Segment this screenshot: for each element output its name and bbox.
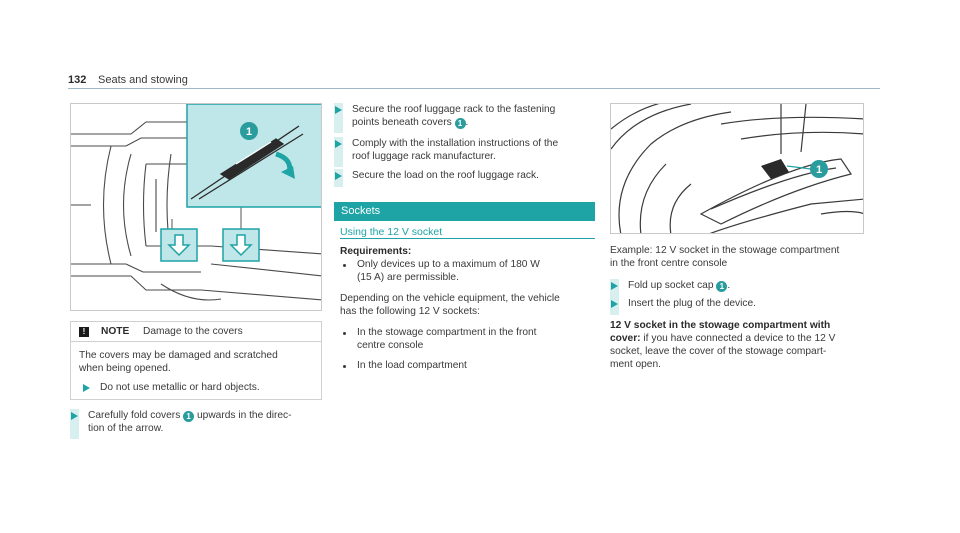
roof-covers-illustration: [70, 103, 322, 311]
note-body-line: when being opened.: [79, 363, 171, 374]
subsection-rule: [340, 238, 595, 239]
middle-step-line: Secure the load on the roof luggage rack.: [352, 170, 539, 181]
page-number: 132: [68, 74, 87, 86]
bullet: [343, 332, 346, 335]
bullet: [343, 264, 346, 267]
socket-drawing: [611, 104, 864, 234]
note-heading: Damage to the covers: [143, 326, 243, 337]
header-rule: [68, 88, 880, 89]
step-arrow-icon: [611, 300, 618, 308]
middle-step-text: points beneath covers: [352, 117, 452, 128]
step-arrow-icon: [335, 140, 342, 148]
stowage-note-lead: cover:: [610, 333, 641, 344]
step-arrow-icon: [335, 172, 342, 180]
right-step-text: .: [727, 280, 731, 291]
right-step-text: Fold up socket cap: [628, 280, 714, 291]
socket-list-line: In the load compartment: [357, 360, 467, 371]
requirement-line: (15 A) are permissible.: [357, 272, 459, 283]
roof-covers-drawing: [71, 104, 322, 311]
socket-list-line: In the stowage compartment in the front: [357, 327, 537, 338]
intro-line: Depending on the vehicle equipment, the vehicle: [340, 293, 560, 304]
stowage-note-text: if you have connected a device to the 12 V: [643, 333, 836, 344]
figure-caption-line: Example: 12 V socket in the stowage compartment: [610, 245, 840, 256]
left-step-text: Carefully fold covers: [88, 410, 181, 421]
callout-1-badge: 1: [455, 118, 466, 129]
stowage-note-line: socket, leave the cover of the stowage compart-: [610, 346, 827, 357]
right-step-line: [628, 280, 730, 293]
stowage-note-line: [610, 333, 835, 346]
section-header: Seats and stowing: [98, 74, 188, 86]
section-title: Sockets: [341, 205, 381, 217]
step-arrow-icon: [335, 106, 342, 114]
left-step-line: tion of the arrow.: [88, 423, 164, 434]
section-heading-bar: [334, 202, 595, 221]
note-title: NOTE: [101, 326, 130, 337]
bullet: [343, 365, 346, 368]
socket-list-line: centre console: [357, 340, 424, 351]
stowage-note-line: ment open.: [610, 359, 661, 370]
left-step-line: [88, 410, 292, 423]
socket-illustration: [610, 103, 864, 234]
step-arrow-icon: [71, 412, 78, 420]
callout-1-badge: 1: [183, 411, 194, 422]
subsection-title: Using the 12 V socket: [340, 226, 443, 238]
warning-icon: !: [79, 327, 89, 337]
callout-1-label: 1: [245, 126, 253, 138]
note-body-line: The covers may be damaged and scratched: [79, 350, 278, 361]
step-arrow-icon: [83, 384, 90, 392]
left-step-text: upwards in the direc-: [196, 410, 292, 421]
middle-step-line: Comply with the installation instructions of the: [352, 138, 559, 149]
socket-cap: [761, 159, 789, 179]
requirement-line: Only devices up to a maximum of 180 W: [357, 259, 540, 270]
middle-step-text: .: [465, 117, 469, 128]
note-box: [70, 321, 322, 400]
callout-1-label: 1: [815, 164, 823, 176]
middle-step-line: Secure the roof luggage rack to the fastening: [352, 104, 556, 115]
callout-1-badge: 1: [716, 281, 727, 292]
stowage-note-heading: 12 V socket in the stowage compartment with: [610, 320, 831, 331]
requirements-label: Requirements:: [340, 246, 412, 257]
figure-caption-line: in the front centre console: [610, 258, 728, 269]
step-arrow-icon: [611, 282, 618, 290]
note-header: [71, 322, 321, 342]
middle-step-line: roof luggage rack manufacturer.: [352, 151, 496, 162]
intro-line: has the following 12 V sockets:: [340, 306, 480, 317]
middle-step-line: [352, 117, 468, 130]
note-step: Do not use metallic or hard objects.: [100, 382, 260, 393]
right-step-line: Insert the plug of the device.: [628, 298, 756, 309]
